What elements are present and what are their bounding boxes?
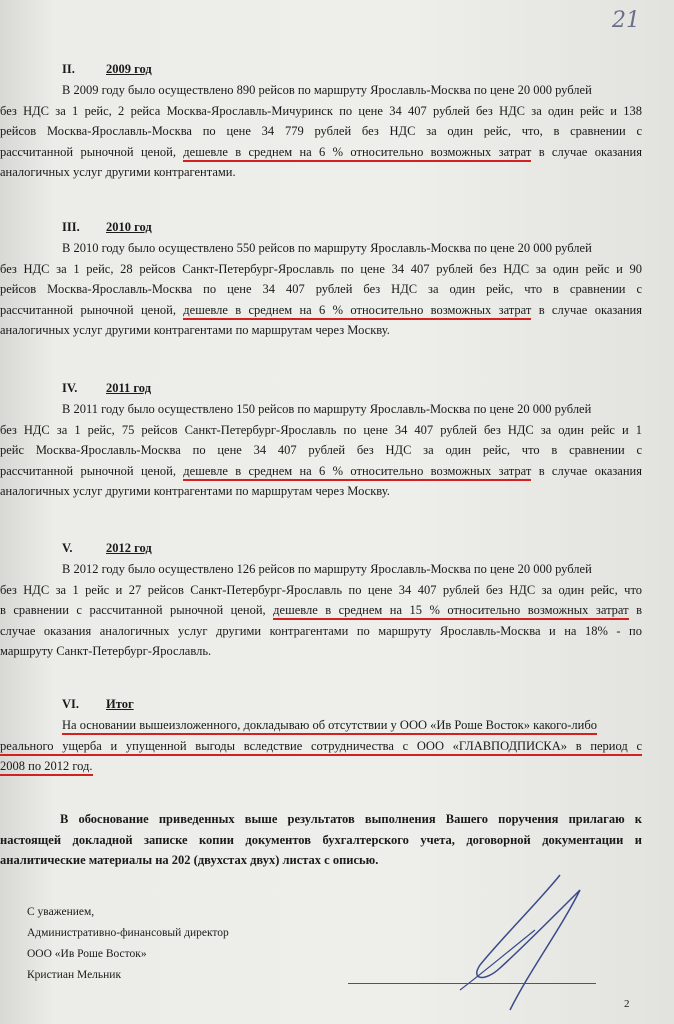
paragraph-line: аналогичных услуг другими контрагентами по маршрутам через Москву. [0,484,390,498]
signature-block [27,902,229,986]
paragraph-line: В 2012 году было осуществлено 126 рейсов по маршруту Ярославль-Москва по цене 20 000 рублей [62,562,592,576]
highlighted-phrase: дешевле в среднем на 15 % относительно возможных затрат [273,603,628,620]
closing-paragraph [0,809,642,871]
paragraph-line: В 2011 году было осуществлено 150 рейсов по маршруту Ярославль-Москва по цене 20 000 рублей [62,402,592,416]
section-2011 [0,381,642,502]
paragraph-line: маршруту Санкт-Петербург-Ярославль. [0,644,212,658]
highlighted-phrase: На основании вышеизложенного, докладываю об отсутствии у ООО «Ив Роше Восток» какого-либо [62,718,597,735]
company-name: ООО «Ив Роше Восток» [27,948,147,960]
paragraph-line: аналогичных услуг другими контрагентами по маршрутам через Москву. [0,323,390,337]
section-heading: V. 2012 год [62,541,152,555]
section-summary [0,697,642,777]
paragraph-line: рассчитанной рыночной ценой, дешевле в среднем на 6 % относительно возможных затрат в случае оказания [0,142,642,163]
paragraph-line: рейсов Москва-Ярославль-Москва по цене 34 407 рублей без НДС за один рейс, что в сравнении с [0,282,642,296]
paragraph-line: В 2010 году было осуществлено 550 рейсов по маршруту Ярославль-Москва по цене 20 000 рублей [62,241,592,255]
section-heading: VI. Итог [62,697,134,711]
highlighted-phrase: 2008 по 2012 год. [0,759,93,776]
section-heading: II. 2009 год [62,62,152,76]
handwritten-signature [440,870,620,1020]
paragraph-line: аналитические материалы на 202 (двухстах двух) листах с описью. [0,853,379,867]
paragraph-line [0,736,642,757]
page-number: 2 [624,998,630,1010]
section-heading: IV. 2011 год [62,381,152,395]
paragraph-line: рейсов Москва-Ярославль-Москва по цене 34 779 рублей без НДС за один рейс, что, в сравнении с [0,124,642,138]
position-title: Административно-финансовый директор [27,927,229,939]
paragraph-line [0,756,642,777]
section-2009 [0,62,642,183]
highlighted-phrase: дешевле в среднем на 6 % относительно возможных затрат [183,464,531,481]
signatory-name: Кристиан Мельник [27,969,122,981]
paragraph-line: В обоснование приведенных выше результатов выполнения Вашего поручения прилагаю к [60,812,642,826]
paragraph-line: без НДС за 1 рейс, 75 рейсов Санкт-Петербург-Ярославль по цене 34 407 рублей без НДС за один рейс и 1 [0,422,642,437]
paragraph-line: рейс Москва-Ярославль-Москва по цене 34 407 рублей без НДС за один рейс, что в сравнении с [0,443,642,457]
paragraph-line: рассчитанной рыночной ценой, дешевле в среднем на 6 % относительно возможных затрат в случае оказания [0,461,642,482]
section-2012 [0,541,643,662]
highlighted-phrase: реального ущерба и упущенной выгоды вследствие сотрудничества с ООО «ГЛАВПОДПИСКА» в период с [0,739,642,756]
signature-line [348,983,596,984]
paragraph-line: в сравнении с рассчитанной рыночной ценой, дешевле в среднем на 15 % относительно возможных затрат в [0,600,642,621]
paragraph-line [62,715,642,736]
handwritten-page-mark: 21 [612,8,640,33]
highlighted-phrase: дешевле в среднем на 6 % относительно возможных затрат [183,145,531,162]
paragraph-line: без НДС за 1 рейс, 2 рейса Москва-Ярославль-Мичуринск по цене 34 407 рублей без НДС за один рейс и 138 [0,103,642,118]
paragraph-line: рассчитанной рыночной ценой, дешевле в среднем на 6 % относительно возможных затрат в случае оказания [0,300,642,321]
paragraph-line: настоящей докладной записке копии документов бухгалтерского учета, договорной документации и [0,832,642,847]
greeting: С уважением, [27,906,95,918]
section-2010 [0,220,642,341]
paragraph-line: без НДС за 1 рейс, 28 рейсов Санкт-Петербург-Ярославль по цене 34 407 рублей без НДС за один рейс и 90 [0,261,642,276]
paragraph-line: В 2009 году было осуществлено 890 рейсов по маршруту Ярославль-Москва по цене 20 000 рублей [62,83,592,97]
paragraph-line: аналогичных услуг другими контрагентами. [0,165,236,179]
highlighted-phrase: дешевле в среднем на 6 % относительно возможных затрат [183,303,531,320]
paragraph-line: без НДС за 1 рейс и 27 рейсов Санкт-Петербург-Ярославль по цене 34 407 рублей без НДС за один рейс, что [0,582,642,597]
section-heading: III. 2010 год [62,220,152,234]
paragraph-line: случае оказания аналогичных услуг другими контрагентами по маршруту Ярославль-Москва и на 18% - по [0,623,642,638]
